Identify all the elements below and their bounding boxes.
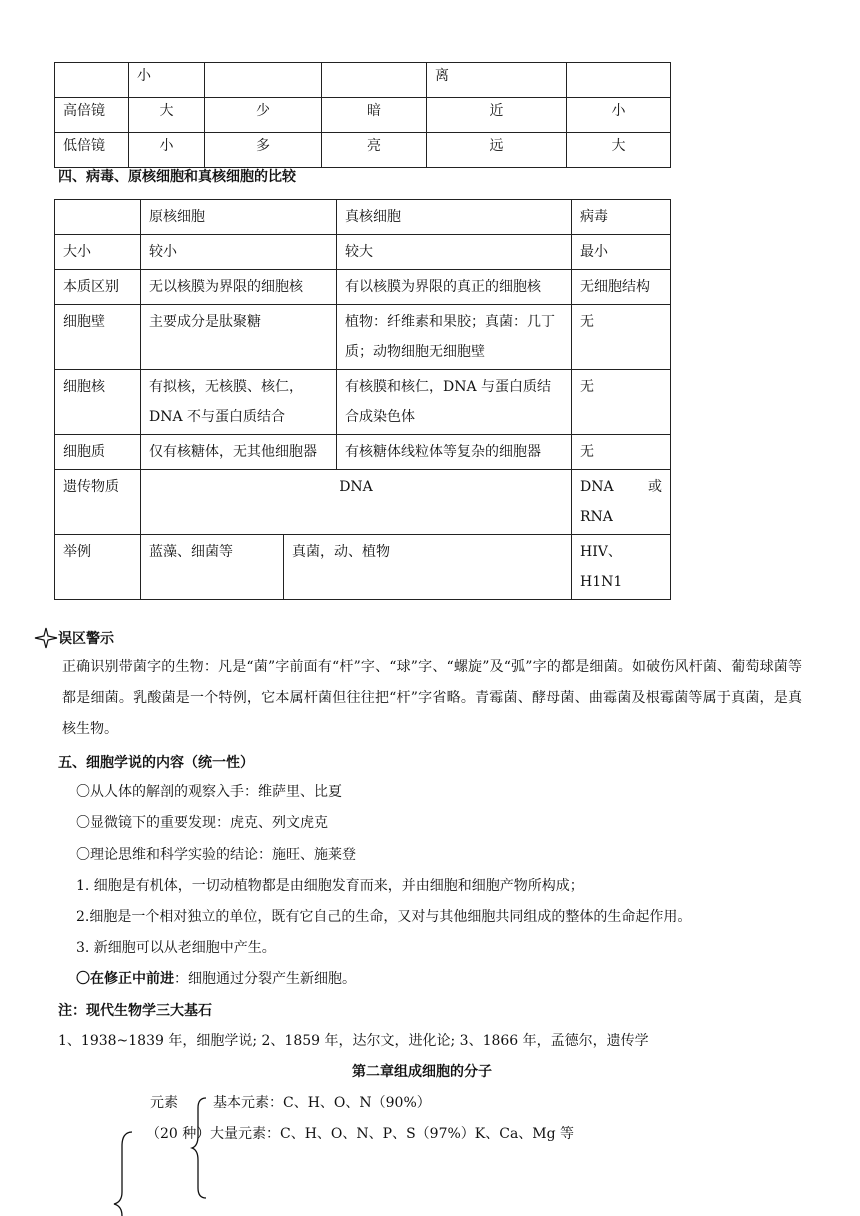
note-title: 注：现代生物学三大基石 [58,1003,212,1019]
table-cell: 主要成分是肽聚糖 [141,305,337,370]
table-cell [322,63,427,98]
table-cell: 小 [567,98,671,133]
table-cell: 较小 [141,235,337,270]
table-cell: 多 [205,133,322,168]
table-cell: 较大 [337,235,572,270]
cell-comparison-table [54,199,671,600]
table-cell: HIV、H1N1 [572,535,671,600]
row-label: 大小 [55,235,141,270]
revision-text: ：细胞通过分裂产生新细胞。 [174,971,356,987]
table-cell: 小 [129,63,205,98]
elements-count: （20 种） [146,1126,211,1142]
sparkle-icon [34,627,58,649]
table-row [55,470,671,535]
major-elements: 大量元素：C、H、O、N、P、S（97%）K、Ca、Mg 等 [210,1126,575,1142]
list-item: 〇从人体的解剖的观察入手：维萨里、比夏 [76,784,342,800]
revision-line [76,969,356,989]
warning-title: 误区警示 [58,631,114,647]
table-cell: 亮 [322,133,427,168]
section5-heading: 五、细胞学说的内容（统一性） [58,755,254,771]
table-cell: 小 [129,133,205,168]
table-cell: 植物：纤维素和果胶；真菌：几丁质；动物细胞无细胞壁 [337,305,572,370]
table-cell: 有以核膜为界限的真正的细胞核 [337,270,572,305]
table-row [55,305,671,370]
table-cell: DNA [141,470,572,535]
list-item: 〇理论思维和科学实验的结论：施旺、施莱登 [76,847,356,863]
table-cell [205,63,322,98]
revision-bold: 〇在修正中前进 [76,971,174,987]
table-cell: 近 [427,98,567,133]
table-row [55,200,671,235]
table-header-prokaryote: 原核细胞 [141,200,337,235]
table-cell: 最小 [572,235,671,270]
table-row [55,370,671,435]
row-label: 细胞质 [55,435,141,470]
table-cell: 有拟核，无核膜、核仁，DNA 不与蛋白质结合 [141,370,337,435]
table-row [55,63,671,98]
list-item: 2.细胞是一个相对独立的单位，既有它自己的生命，又对与其他细胞共同组成的整体的生命起作用。 [76,909,692,925]
table-cell [55,63,129,98]
outer-brace [112,1130,138,1216]
list-item: 3. 新细胞可以从老细胞中产生。 [76,940,276,956]
table-cell: 无细胞结构 [572,270,671,305]
table-cell: 无以核膜为界限的细胞核 [141,270,337,305]
list-item: 1. 细胞是有机体，一切动植物都是由细胞发育而来，并由细胞和细胞产物所构成； [76,878,584,894]
table-cell: 无 [572,370,671,435]
table-cell: 大 [129,98,205,133]
row-label: 举例 [55,535,141,600]
table-row [55,270,671,305]
table-row [55,435,671,470]
table-cell: 仅有核糖体，无其他细胞器 [141,435,337,470]
table-cell: 离 [427,63,567,98]
table-cell: 有核膜和核仁，DNA 与蛋白质结合成染色体 [337,370,572,435]
table-cell: 大 [567,133,671,168]
row-label: 本质区别 [55,270,141,305]
row-label: 遗传物质 [55,470,141,535]
table-cell: 无 [572,435,671,470]
table-cell: 高倍镜 [55,98,129,133]
table-cell [567,63,671,98]
table-row [55,235,671,270]
virus-genetic-line [580,472,662,502]
table-row [55,133,671,168]
basic-elements: 基本元素：C、H、O、N（90%） [213,1095,431,1111]
table-cell: 暗 [322,98,427,133]
table-row [55,535,671,600]
genetic-dna: DNA [580,479,614,495]
list-item: 〇显微镜下的重要发现：虎克、列文虎克 [76,815,328,831]
table-cell: 有核糖体线粒体等复杂的细胞器 [337,435,572,470]
table-cell [572,470,671,535]
warning-text: 正确识别带菌字的生物：凡是“菌”字前面有“杆”字、“球”字、“螺旋”及“弧”字的都是细菌。如破伤风杆菌、葡萄球菌等都是细菌。乳酸菌是一个特例，它本属杆菌但往往把“杆”字省略。青霉菌、酵母菌、曲霉菌及根霉菌等属于真菌，是真核生物。 [62,659,802,737]
table-cell: 蓝藻、细菌等 [141,535,284,600]
chapter-title: 第二章组成细胞的分子 [352,1064,492,1080]
table-cell: 远 [427,133,567,168]
genetic-or: 或 [648,479,662,495]
section4-heading: 四、病毒、原核细胞和真核细胞的比较 [58,169,296,185]
table-cell [55,200,141,235]
row-label: 细胞壁 [55,305,141,370]
microscope-table [54,62,671,168]
warning-title-row [34,627,114,649]
table-cell: 低倍镜 [55,133,129,168]
row-label: 细胞核 [55,370,141,435]
table-cell: 少 [205,98,322,133]
genetic-rna: RNA [580,509,613,525]
table-header-virus: 病毒 [572,200,671,235]
table-header-eukaryote: 真核细胞 [337,200,572,235]
inner-brace [190,1096,212,1200]
table-cell: 无 [572,305,671,370]
table-row [55,98,671,133]
note-text: 1、1938~1839 年，细胞学说; 2、1859 年，达尔文，进化论; 3、1866 年，孟德尔，遗传学 [58,1033,649,1049]
elements-label: 元素 [150,1095,178,1111]
table-cell: 真菌，动、植物 [284,535,572,600]
